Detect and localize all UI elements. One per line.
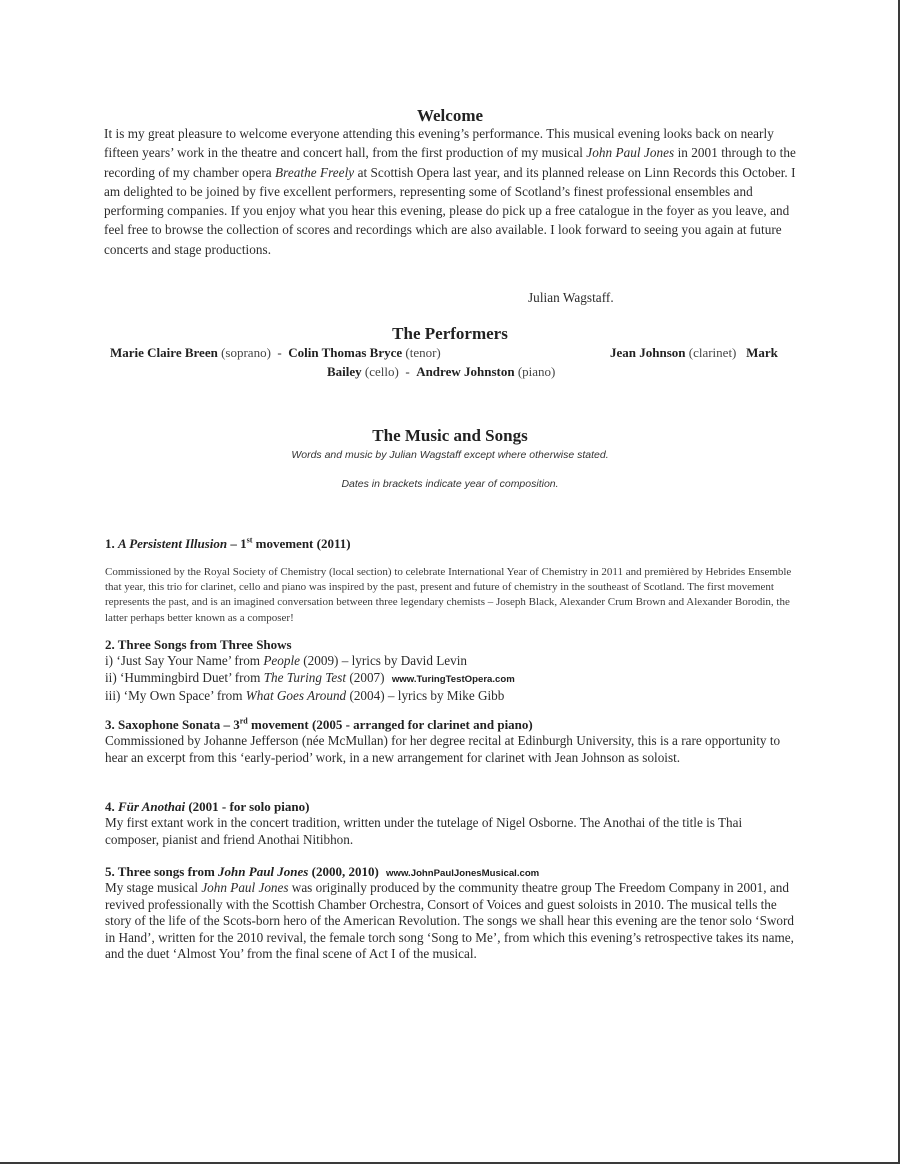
item-5-heading: 5. Three songs from John Paul Jones (2000, 2010) www.JohnPaulJonesMusical.com [105,864,540,879]
item-5-description: My stage musical John Paul Jones was originally produced by the community theatre group The Freedom Company in 2001, and revived professionally with the Scottish Chamber Orchestra, Consort of Voices and guest soloists in 2010. The musical tells the story of the life of the Scots-born hero of the American Revolution. The songs we shall hear this evening are the tenor solo ‘Sword in Hand’, written for the 2010 revival, the female torch song ‘Song to Me’, from which this evening’s retrospective takes its name, and the duet ‘Almost You’ from the final scene of Act I of the musical. [105,880,795,962]
performer-name: Andrew Johnston [416,364,515,379]
john-paul-jones-url: www.JohnPaulJonesMusical.com [386,868,540,879]
welcome-heading: Welcome [416,106,484,125]
performers-heading: The Performers [392,324,508,343]
signature: Julian Wagstaff. [528,290,614,305]
welcome-paragraph: It is my great pleasure to welcome everyone attending this evening’s performance. This musical evening looks back on nearly fifteen years’ work in the theatre and concert hall, from the first production of my musical John Paul Jones in 2001 through to the recording of my chamber opera Breathe Freely at Scottish Opera last year, and its planned release on Linn Records this October. I am delighted to be joined by five excellent performers, representing some of Scotland’s finest professional ensembles and performing companies. If you enjoy what you hear this evening, please do pick up a free catalogue in the foyer as you leave, and feel free to browse the collection of scores and recordings which are also available. I look forward to seeing you again at future concerts and stage productions. [104,126,796,257]
item-2-list [105,653,795,705]
performer-name: Jean Johnson [610,345,686,360]
performer-role: (cello) [364,364,399,379]
performer-name: Marie Claire Breen [110,345,218,360]
performer-name: Colin Thomas Bryce [288,345,403,360]
performer-role: (tenor) [405,345,441,360]
turing-test-url: www.TuringTestOpera.com [391,673,515,685]
list-item: ii) ‘Hummingbird Duet’ from The Turing Test (2007) www.TuringTestOpera.com [105,669,515,685]
list-item: iii) ‘My Own Space’ from What Goes Around (2004) – lyrics by Mike Gibb [105,688,505,704]
performers-line-2: Bailey (cello) - Andrew Johnston (piano) [327,364,556,379]
performers-line-1-right [610,344,778,362]
performer-name: Mark [746,345,778,360]
performer-role: (clarinet) [688,345,737,360]
performer-name: Bailey [327,364,362,379]
item-2-heading: 2. Three Songs from Three Shows [105,637,292,652]
item-4-description: My first extant work in the concert tradition, written under the tutelage of Nigel Osborne. The Anothai of the title is Thai composer, pianist and friend Anothai Nitibhon. [105,815,743,847]
item-3-heading: 3. Saxophone Sonata – 3rd movement (2005 - arranged for clarinet and piano) [105,716,533,732]
item-3-description: Commissioned by Johanne Jefferson (née McMullan) for her degree recital at Edinburgh University, this is a rare opportunity to hear an excerpt from this ‘early-period’ work, in a new arrangement for clarinet with Jean Johnson as soloist. [105,733,781,765]
performer-role: (soprano) [221,345,271,360]
item-1-heading: 1. A Persistent Illusion – 1st movement (2011) [105,535,351,551]
music-heading: The Music and Songs [372,426,528,445]
music-note: Dates in brackets indicate year of composition. [341,478,559,490]
list-item: i) ‘Just Say Your Name’ from People (2009) – lyrics by David Levin [105,653,467,668]
item-1-description: Commissioned by the Royal Society of Chemistry (local section) to celebrate International Year of Chemistry in 2011 and premièred by Hebrides Ensemble that year, this trio for clarinet, cello and piano was inspired by the past, present and future of chemistry in the southeast of Scotland. The first movement represents the past, and is an imagined conversation between three legendary chemists – Joseph Black, Alexander Crum Brown and Alexander Borodin, the latter perhaps better known as a composer! [105,566,792,624]
performer-role: (piano) [517,364,556,379]
item-4-heading: 4. Für Anothai (2001 - for solo piano) [105,799,310,814]
music-subtitle: Words and music by Julian Wagstaff except where otherwise stated. [291,449,609,461]
performers-line-1: Marie Claire Breen (soprano) - Colin Thomas Bryce (tenor) [110,345,441,360]
